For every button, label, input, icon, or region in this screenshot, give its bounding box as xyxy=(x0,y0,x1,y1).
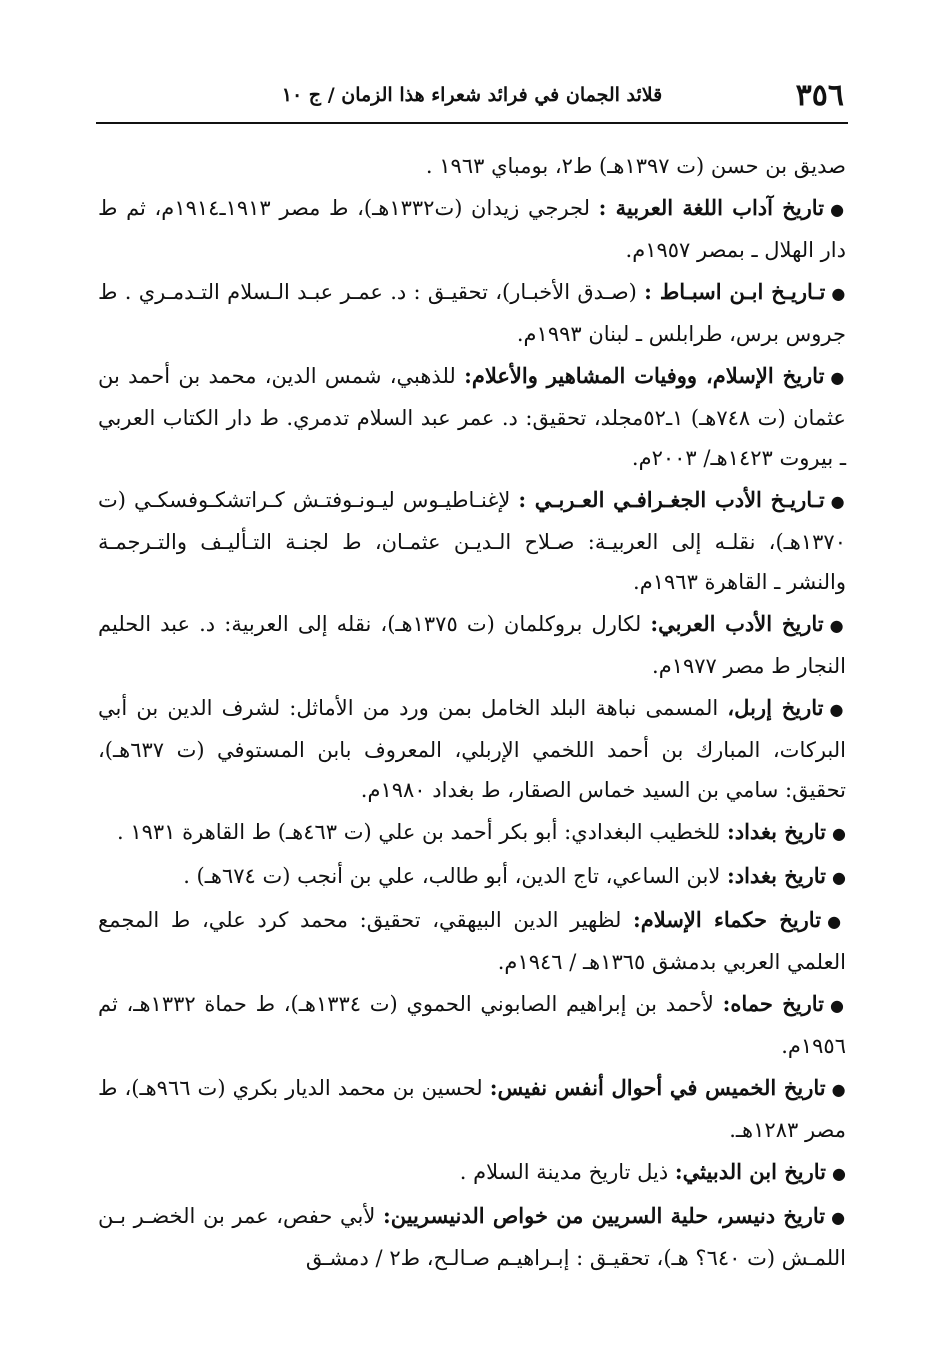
bullet-icon: ● xyxy=(830,368,846,387)
entry-title: تـاريـخ الأدب الجغـرافـي العـربـي : xyxy=(518,487,825,512)
entry-title: تاريخ بغداد: xyxy=(726,819,827,844)
entry-title: تـاريـخ ابـن اسبـاط : xyxy=(644,279,826,304)
entry-text: للذهبي، شمس الدين، محمد بن أحمد بن عثمان (ت ٧٤٨هـ) ١ـ٥٢مجلد، تحقيق: د. عمر عبد السلام تدمري. ط دار الكتاب العربي ـ بيروت ١٤٢٣هـ/ ٢٠٠٣م. xyxy=(98,364,846,470)
entry-text: ذيل تاريخ مدينة السلام . xyxy=(459,1160,675,1184)
bibliography-entry xyxy=(98,812,846,854)
bibliography-entry xyxy=(98,688,846,810)
bullet-icon: ● xyxy=(830,200,846,219)
bibliography-entry xyxy=(98,856,846,898)
bullet-icon: ● xyxy=(829,700,846,719)
bullet-icon: ● xyxy=(831,1208,847,1227)
bibliography-list xyxy=(98,146,846,1280)
entry-text: لكارل بروكلمان (ت ١٣٧٥هـ)، نقله إلى العربية: د. عبد الحليم النجار ط مصر ١٩٧٧م. xyxy=(98,612,846,678)
bibliography-entry xyxy=(98,356,846,478)
entry-title: تاريخ حكماء الإسلام: xyxy=(633,907,822,932)
continued-entry-text: صديق بن حسن (ت ١٣٩٧هـ) ط٢، بومباي ١٩٦٣ . xyxy=(425,154,846,178)
entry-text: للخطيب البغدادي: أبو بكر أحمد بن علي (ت ٤٦٣هـ) ط القاهرة ١٩٣١ . xyxy=(116,820,727,844)
bibliography-entry xyxy=(98,272,846,354)
entry-title: تاريخ بغداد: xyxy=(726,863,827,888)
bullet-icon: ● xyxy=(831,284,846,303)
entry-title: تاريخ آداب اللغة العربية : xyxy=(598,195,825,220)
bibliography-entry xyxy=(98,984,846,1066)
bullet-icon: ● xyxy=(829,616,846,635)
entry-text: لحسين بن محمد الديار بكري (ت ٩٦٦هـ)، ط مصر ١٢٨٣هـ. xyxy=(98,1076,846,1142)
entry-text: لإغنـاطيـوس ليـونـوفتـش كـراتشكـوفسكـي (ت ١٣٧٠هـ)، نقلـه إلى العربيـة: صـلاح الـديـن عثمـان، ط لجنـة التـأليـف والتـرجمـة والنشر ـ القاهرة ١٩٦٣م. xyxy=(98,488,846,594)
bullet-icon: ● xyxy=(827,912,847,931)
entry-text: المسمى نباهة البلد الخامل بمن ورد من الأماثل: لشرف الدين بن أبي البركات، المبارك بن أحمد اللخمي الإربلي، المعروف بابن المستوفي (ت ٦٣٧هـ)، تحقيق: سامي بن السيد خماس الصقار، ط بغداد ١٩٨٠م. xyxy=(98,696,846,802)
entry-text: لأحمد بن إبراهيم الصابوني الحموي (ت ١٣٣٤هـ)، ط حماة ١٣٣٢هـ، ثم ١٩٥٦م. xyxy=(98,992,846,1058)
entry-title: تاريخ الإسلام، ووفيات المشاهير والأعلام: xyxy=(464,363,825,388)
entry-title: تاريخ إربل، xyxy=(727,695,824,720)
bullet-icon: ● xyxy=(832,868,846,887)
bibliography-entry xyxy=(98,900,846,982)
bibliography-entry xyxy=(98,1068,846,1150)
entry-text: لظهير الدين البيهقي، تحقيق: محمد كرد علي، ط المجمع العلمي العربي بدمشق ١٣٦٥هـ / ١٩٤٦م. xyxy=(98,908,846,974)
entry-title: تاريخ دنيسر، حلية السريين من خواص الدنيسريين: xyxy=(382,1203,826,1228)
bibliography-entry xyxy=(98,188,846,270)
bullet-icon: ● xyxy=(832,1164,846,1183)
entry-text: (صـدق الأخبـار)، تحقيـق : د. عمـر عبـد الـسلام التـدمـري . ط جروس برس، طرابلس ـ لبنان ١٩٩٣م. xyxy=(98,280,846,346)
bullet-icon: ● xyxy=(831,1080,846,1099)
entry-title: تاريخ الأدب العربي: xyxy=(650,611,824,636)
entry-text: لابن الساعي، تاج الدين، أبو طالب، علي بن أنجب (ت ٦٧٤هـ) . xyxy=(183,864,727,888)
header-divider xyxy=(96,122,848,124)
page-header xyxy=(96,74,848,118)
entries-container xyxy=(98,188,846,1278)
entry-text: لجرجي زيدان (ت١٣٣٢هـ)، ط مصر ١٩١٣ـ١٩١٤م، ثم ط دار الهلال ـ بمصر ١٩٥٧م. xyxy=(98,196,846,262)
bullet-icon: ● xyxy=(830,996,846,1015)
bibliography-entry xyxy=(98,1152,846,1194)
entry-title: تاريخ ابن الدبيثي: xyxy=(674,1159,827,1184)
entry-title: تاريخ حماه: xyxy=(722,991,824,1016)
bibliography-entry xyxy=(98,480,846,602)
bullet-icon: ● xyxy=(830,492,847,511)
entry-text: لأبي حفص، عمر بن الخضـر بـن اللمـش (ت ٦٤٠؟ هـ)، تحقيـق : إبـراهيـم صـالـح، ط٢ / دمشـق xyxy=(98,1204,846,1270)
bibliography-entry xyxy=(98,604,846,686)
bullet-icon: ● xyxy=(832,824,846,843)
entry-title: تاريخ الخميس في أحوال أنفس نفيس: xyxy=(489,1075,826,1100)
bibliography-entry xyxy=(98,1196,846,1278)
running-title: قلائد الجمان في فرائد شعراء هذا الزمان / ج ١٠ xyxy=(281,84,663,106)
page-number: ٣٥٦ xyxy=(795,78,844,113)
